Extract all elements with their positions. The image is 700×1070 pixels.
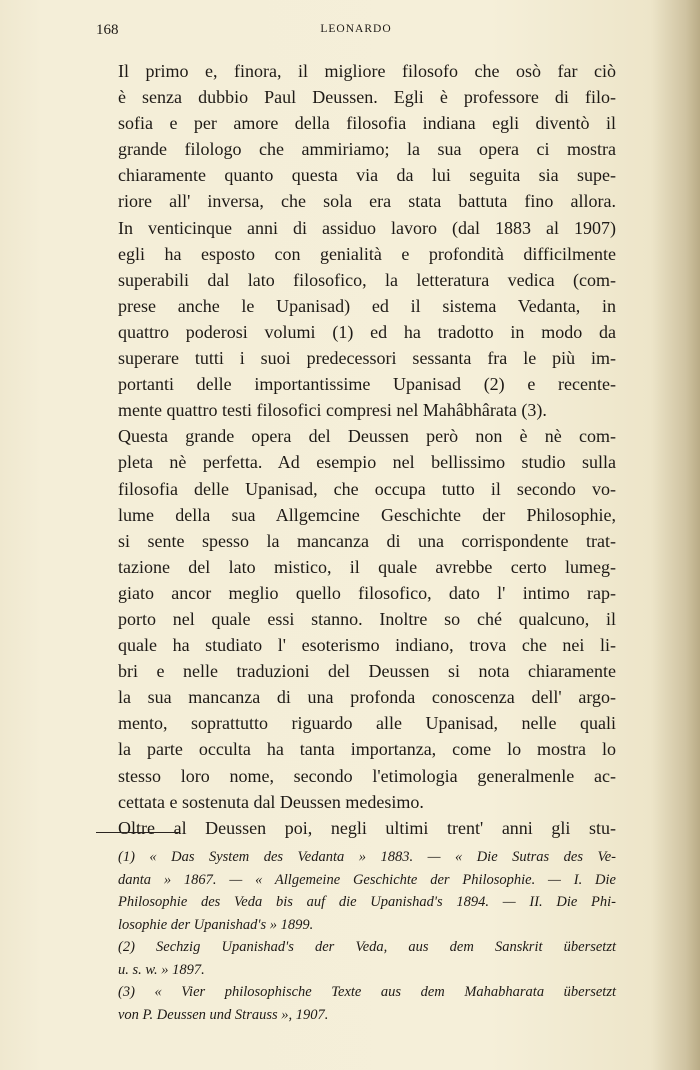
text-line: quale ha studiato l' esoterismo indiano, trova che nei li- [118,635,616,656]
footnote-line: Philosophie des Veda bis auf die Upanishad's 1894. — II. Die Phi- [118,894,616,910]
text-line: bri e nelle traduzioni del Deussen si nota chiaramente [118,661,616,682]
text-line: grande filologo che ammiriamo; la sua opera ci mostra [118,139,616,160]
footnote-1 [96,846,616,936]
text-line: egli ha esposto con genialità e profondità difficilmente [118,243,616,264]
text-line: mento, soprattutto riguardo alle Upanisad, nelle quali [118,713,616,734]
footnote-line: danta » 1867. — « Allgemeine Geschichte der Philosophie. — I. Die [118,871,616,888]
footnotes [96,846,616,1026]
text-line: In venticinque anni di assiduo lavoro (dal 1883 al 1907) [118,217,616,238]
paragraph [96,58,616,423]
text-line: tazione del lato mistico, il quale avrebbe certo lumeg- [118,556,616,577]
footnote-line: (2) Sechzig Upanishad's der Veda, aus dem Sanskrit übersetzt [118,939,616,955]
paragraph [96,423,616,814]
text-line: filosofia delle Upanisad, che occupa tutto il secondo vo- [118,478,616,499]
body-text [96,58,616,841]
footnote-line: (1) « Das System des Vedanta » 1883. — « Die Sutras des Ve- [118,849,616,865]
text-line: portanti delle importantissime Upanisad (2) e recente- [118,374,616,395]
footnote-line: (3) « Vier philosophische Texte aus dem Mahabharata übersetzt [118,984,616,1000]
text-line: giato ancor meglio quello filosofico, dato l' intimo rap- [118,582,616,603]
footnote-divider [96,832,179,833]
running-head: LEONARDO [320,23,392,35]
text-line: superabili dal lato filosofico, la letteratura vedica (com- [118,269,616,290]
text-line: chiaramente quanto questa via da lui seguita sia supe- [118,165,616,186]
footnote-2 [96,936,616,981]
text-line: Il primo e, finora, il migliore filosofo che osò far ciò [118,61,616,81]
text-line: porto nel quale essi stanno. Inoltre so ché qualcuno, il [118,608,616,629]
page-header [96,22,616,44]
text-line: riore all' inversa, che sola era stata battuta fino allora. [118,191,616,212]
text-line: quattro poderosi volumi (1) ed ha tradotto in modo da [118,321,616,342]
text-line: Oltre al Deussen poi, negli ultimi trent' anni gli stu- [118,817,616,838]
text-line: Questa grande opera del Deussen però non è nè com- [118,426,616,447]
text-line: mente quattro testi filosofici compresi nel Mahâbhârata (3). [118,400,547,421]
text-line: la parte occulta ha tanta importanza, come lo mostra lo [118,739,616,760]
text-line: pleta nè perfetta. Ad esempio nel bellissimo studio sulla [118,452,616,473]
text-line: cettata e sostenuta dal Deussen medesimo. [118,791,424,812]
text-line: la sua mancanza di una profonda conoscenza dell' argo- [118,687,616,708]
text-line: superare tutti i suoi predecessori sessanta fra le più im- [118,348,616,369]
footnote-line: losophie der Upanishad's » 1899. [118,916,314,933]
text-line: sofia e per amore della filosofia indiana egli diventò il [118,113,616,134]
footnote-line: von P. Deussen und Strauss », 1907. [118,1006,329,1023]
text-line: lume della sua Allgemcine Geschichte der Philosophie, [118,504,616,525]
paragraph [96,815,616,841]
page-number: 168 [96,22,119,38]
footnote-line: u. s. w. » 1897. [118,961,205,978]
footnote-3 [96,981,616,1026]
text-line: stesso loro nome, secondo l'etimologia generalmenle ac- [118,765,616,786]
text-line: è senza dubbio Paul Deussen. Egli è professore di filo- [118,87,616,108]
text-line: prese anche le Upanisad) ed il sistema Vedanta, in [118,295,616,316]
text-line: si sente spesso la mancanza di una corrispondente trat- [118,530,616,551]
